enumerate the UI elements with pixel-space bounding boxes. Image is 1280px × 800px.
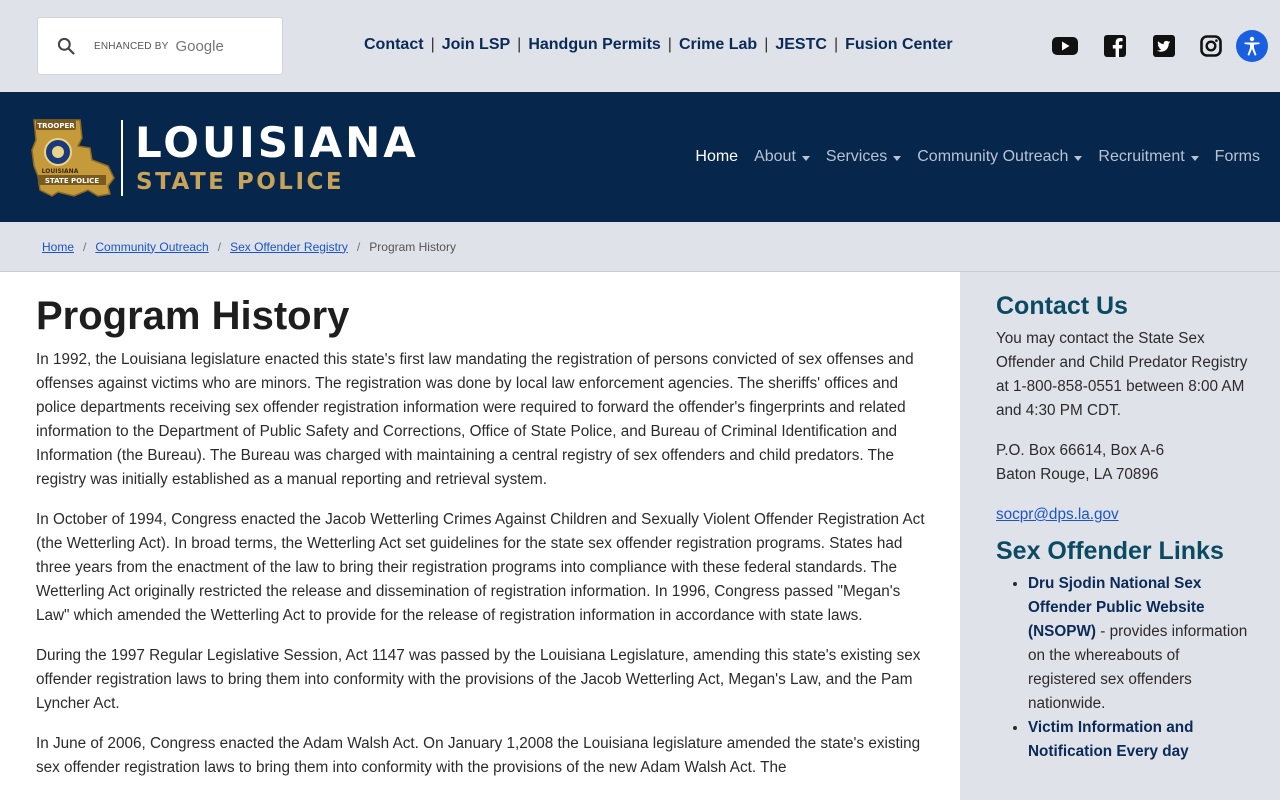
address-line-2: Baton Rouge, LA 70896 (996, 466, 1159, 483)
contact-email-link[interactable]: socpr@dps.la.gov (996, 506, 1119, 523)
address-line-1: P.O. Box 66614, Box A-6 (996, 442, 1165, 459)
nav-label: About (754, 148, 796, 165)
brand-divider (121, 120, 123, 196)
nav-label: Forms (1214, 148, 1260, 165)
contact-heading: Contact Us (996, 292, 1128, 320)
list-item (1028, 572, 1250, 716)
nav-item-forms[interactable] (1215, 148, 1260, 166)
breadcrumb-separator: / (83, 239, 87, 254)
instagram-icon[interactable] (1197, 33, 1225, 59)
facebook-icon[interactable] (1101, 33, 1129, 59)
nav-item-services[interactable] (826, 148, 901, 166)
top-link-crime-lab[interactable]: Crime Lab (678, 36, 758, 53)
badge-bottom-text: STATE POLICE (44, 177, 100, 185)
breadcrumb-home[interactable]: Home (42, 239, 75, 254)
separator: | (517, 36, 522, 53)
badge-mid-text: LOUISIANA (41, 168, 79, 175)
caret-down-icon (893, 156, 901, 161)
top-link-jestc[interactable]: JESTC (775, 36, 827, 53)
main-content (0, 272, 960, 800)
search-box[interactable] (37, 17, 283, 75)
links-heading: Sex Offender Links (996, 537, 1224, 565)
nav-label: Recruitment (1098, 148, 1185, 165)
nav-item-home[interactable] (695, 148, 738, 166)
search-google-label: Google (175, 37, 224, 55)
separator: | (430, 36, 435, 53)
nsopw-link[interactable]: Dru Sjodin National Sex Offender Public Website (NSOPW) (1028, 575, 1205, 640)
sidebar (960, 272, 1280, 800)
separator: | (764, 36, 769, 53)
mailing-address (996, 439, 1250, 487)
paragraph-1994: In October of 1994, Congress enacted the Jacob Wetterling Crimes Against Children and Sexually Violent Offender Registration Act (the Wetterling Act). In broad terms, the Wetterling Act set guidelines for the state sex offender registration programs. States had three years from the enactment of the law to bring their registration programs into compliance with these federal standards. The Wetterling Act originally restricted the release and dissemination of registration information. In 1996, Congress passed "Megan's Law" which amended the Wetterling Act to provide for the release of registration information in accordance with state laws. (36, 511, 925, 624)
article-body (36, 348, 928, 796)
breadcrumb-sex-offender-registry[interactable]: Sex Offender Registry (230, 239, 348, 254)
breadcrumb-separator: / (217, 239, 222, 254)
list-item (1028, 716, 1250, 764)
breadcrumb-separator: / (356, 239, 361, 254)
separator: | (833, 36, 839, 53)
brand-subtitle[interactable]: STATE POLICE (136, 169, 345, 195)
nav-item-recruitment[interactable] (1098, 148, 1198, 166)
youtube-icon[interactable] (1051, 33, 1079, 59)
sex-offender-links-list (1028, 572, 1250, 764)
email-row (996, 503, 1250, 527)
accessibility-icon[interactable] (1236, 30, 1268, 62)
paragraph-1992: In 1992, the Louisiana legislature enacted this state's first law mandating the registration of persons convicted of sex offenses and offenses against victims who are minors. The registration was done by local law enforcement agencies. The sheriffs' offices and police departments receiving sex offender registration information were required to forward the offender's fingerprints and related information to the Department of Public Safety and Corrections, Office of State Police, and Bureau of Criminal Identification and Information (the Bureau). The Bureau was charged with maintaining a central registry of sex offenders and child predators. The registry was initially established as a manual reporting and retrieval system. (36, 351, 914, 488)
separator: | (667, 36, 672, 53)
top-link-fusion-center[interactable]: Fusion Center (845, 36, 953, 53)
caret-down-icon (1074, 156, 1082, 161)
top-link-contact[interactable]: Contact (364, 36, 424, 53)
breadcrumb-community-outreach[interactable]: Community Outreach (95, 239, 209, 254)
caret-down-icon (1191, 156, 1199, 161)
breadcrumb-current: Program History (369, 239, 456, 254)
page-title: Program History (36, 294, 350, 338)
utility-bar (0, 0, 1280, 92)
top-link-handgun-permits[interactable]: Handgun Permits (528, 36, 661, 53)
paragraph-1997: During the 1997 Regular Legislative Session, Act 1147 was passed by the Louisiana Legislature, amending this state's existing sex offender registration laws to bring them into conformity with the provisions of the Jacob Wetterling Act, Megan's Law, and the Pam Lyncher Act. (36, 647, 921, 712)
nav-item-about[interactable] (754, 148, 810, 166)
contact-text: You may contact the State Sex Offender and Child Predator Registry at 1-800-858-0551 between 8:00 AM and 4:30 PM CDT. (996, 330, 1248, 419)
twitter-icon[interactable] (1150, 33, 1178, 59)
breadcrumb (0, 222, 1280, 272)
badge-top-text: TROOPER (37, 122, 75, 130)
caret-down-icon (802, 156, 810, 161)
top-link-join-lsp[interactable]: Join LSP (441, 36, 511, 53)
nav-menu (679, 148, 1260, 166)
paragraph-2006: In June of 2006, Congress enacted the Adam Walsh Act. On January 1,2008 the Louisiana legislature amended the state's existing sex offender registration laws to bring them into conformity with the provisions of the new Adam Walsh Act. The (36, 735, 921, 776)
search-icon[interactable] (56, 36, 76, 56)
nav-label: Home (695, 148, 739, 165)
top-links (364, 36, 953, 54)
vine-link[interactable]: Victim Information and Notification Every day (1028, 719, 1194, 760)
nav-label: Services (825, 148, 888, 165)
nav-item-community-outreach[interactable] (917, 148, 1082, 166)
state-police-badge-logo[interactable] (28, 116, 116, 200)
search-enhanced-label: ENHANCED BY (94, 40, 169, 52)
brand-title[interactable]: LOUISIANA (135, 118, 419, 167)
nav-label: Community Outreach (917, 148, 1069, 165)
nsopw-description: - provides information on the whereabouts of registered sex offenders nationwide. (1028, 623, 1248, 712)
